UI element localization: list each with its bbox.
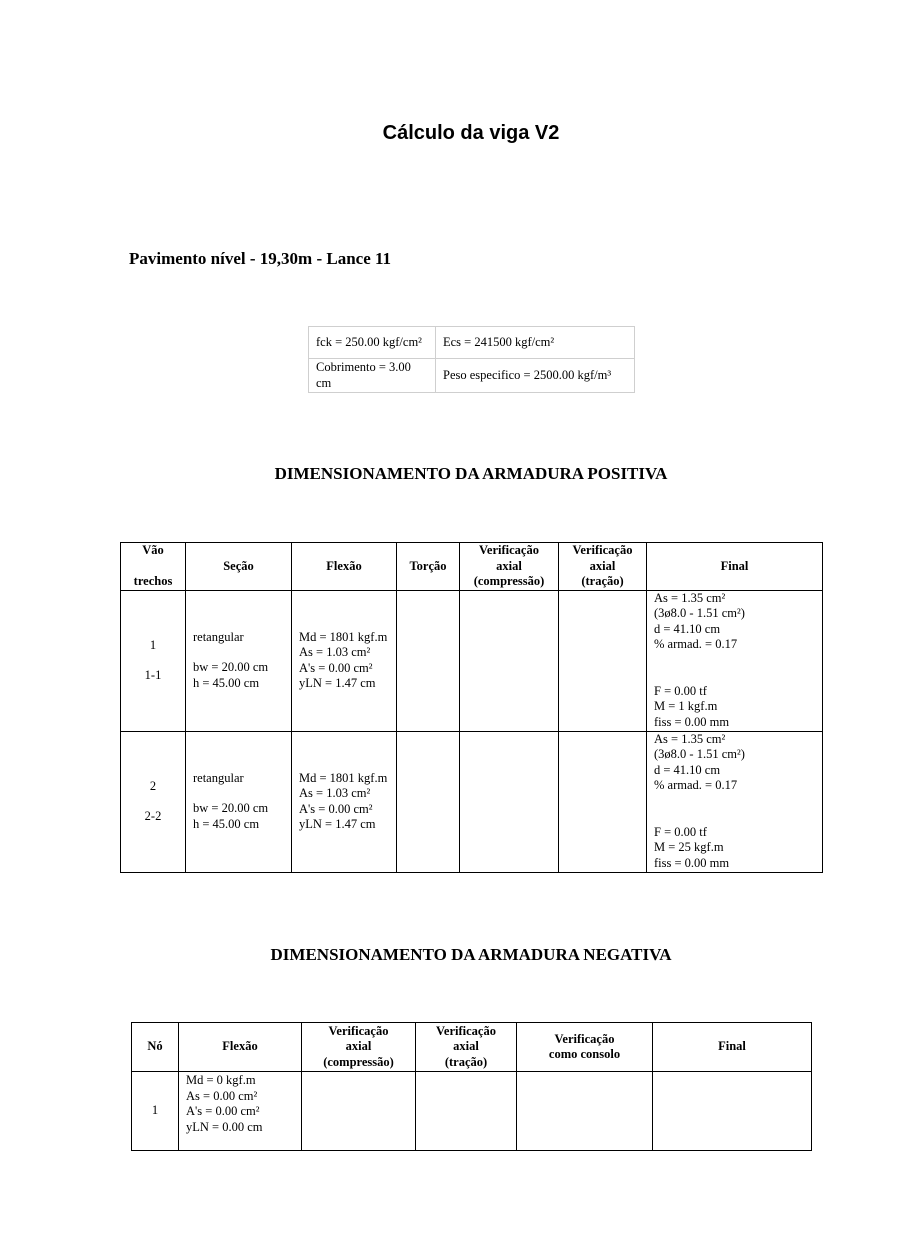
consolo-header	[517, 1023, 653, 1072]
final-armad: % armad. = 0.17	[654, 778, 738, 792]
tracao-cell	[416, 1072, 517, 1151]
no-header: Nó	[132, 1023, 179, 1072]
secao-h: h = 45.00 cm	[193, 675, 260, 690]
final-cell	[647, 590, 823, 731]
final-cell	[647, 731, 823, 872]
header-line: axial	[589, 558, 616, 573]
consolo-cell	[517, 1072, 653, 1151]
flexao-as: As = 1.03 cm²	[299, 645, 371, 659]
final-d: d = 41.10 cm	[654, 762, 721, 777]
flexao-header: Flexão	[292, 543, 397, 591]
positive-heading: DIMENSIONAMENTO DA ARMADURA POSITIVA	[274, 464, 668, 483]
torcao-header: Torção	[397, 543, 460, 591]
header-line: (tração)	[581, 574, 624, 588]
flexao-md: Md = 1801 kgf.m	[299, 629, 388, 644]
ecs-cell: Ecs = 241500 kgf/cm²	[436, 327, 635, 359]
tracao-cell	[559, 731, 647, 872]
vao-value: 1	[149, 637, 157, 652]
no-cell: 1	[132, 1072, 179, 1151]
table-header-row	[121, 543, 823, 591]
final-bars: (3ø8.0 - 1.51 cm²)	[654, 747, 745, 761]
cobrimento-cell: Cobrimento = 3.00 cm	[309, 359, 436, 393]
secao-bw: bw = 20.00 cm	[193, 801, 269, 816]
final-header: Final	[653, 1023, 812, 1072]
torcao-cell	[397, 731, 460, 872]
table-header-row	[132, 1023, 812, 1072]
table-row	[309, 359, 635, 393]
material-params-table	[308, 326, 635, 393]
flexao-md: Md = 0 kgf.m	[186, 1073, 256, 1087]
negative-reinforcement-table	[131, 1022, 812, 1151]
final-fiss: fiss = 0.00 mm	[654, 855, 730, 870]
table-row	[132, 1072, 812, 1151]
flexao-cell	[292, 590, 397, 731]
negative-heading: DIMENSIONAMENTO DA ARMADURA NEGATIVA	[270, 945, 672, 964]
flexao-md: Md = 1801 kgf.m	[299, 770, 388, 785]
header-line: (compressão)	[473, 574, 545, 588]
torcao-cell	[397, 590, 460, 731]
fck-cell: fck = 250.00 kgf/cm²	[309, 327, 436, 359]
secao-type: retangular	[193, 629, 244, 644]
trecho-value: 2-2	[144, 809, 162, 823]
tracao-cell	[559, 590, 647, 731]
final-f: F = 0.00 tf	[654, 824, 707, 839]
secao-header: Seção	[186, 543, 292, 591]
final-header: Final	[647, 543, 823, 591]
flexao-yln: yLN = 0.00 cm	[186, 1119, 263, 1134]
secao-cell	[186, 731, 292, 872]
final-d: d = 41.10 cm	[654, 621, 721, 636]
final-fiss: fiss = 0.00 mm	[654, 714, 730, 729]
header-line: como consolo	[548, 1047, 621, 1061]
flexao-as-prime: A's = 0.00 cm²	[186, 1104, 260, 1118]
final-bars: (3ø8.0 - 1.51 cm²)	[654, 606, 745, 620]
final-f: F = 0.00 tf	[654, 683, 707, 698]
header-line: Verificação	[328, 1023, 389, 1038]
flexao-yln: yLN = 1.47 cm	[299, 817, 376, 831]
final-cell	[653, 1072, 812, 1151]
secao-cell	[186, 590, 292, 731]
tracao-header	[559, 543, 647, 591]
trechos-header-line: trechos	[133, 573, 173, 588]
final-armad: % armad. = 0.17	[654, 637, 738, 651]
vao-cell	[121, 590, 186, 731]
flexao-header: Flexão	[179, 1023, 302, 1072]
header-line: (tração)	[444, 1054, 488, 1069]
table-row	[121, 590, 823, 731]
flexao-as: As = 0.00 cm²	[186, 1088, 258, 1103]
vao-value: 2	[149, 778, 157, 793]
vao-header	[121, 543, 186, 591]
table-row	[121, 731, 823, 872]
secao-h: h = 45.00 cm	[193, 816, 260, 831]
floor-subtitle: Pavimento nível - 19,30m - Lance 11	[129, 249, 392, 268]
final-as: As = 1.35 cm²	[654, 731, 726, 746]
header-line: Verificação	[572, 543, 633, 557]
header-line: axial	[345, 1039, 372, 1054]
header-line: Verificação	[554, 1031, 615, 1046]
compressao-cell	[460, 590, 559, 731]
compressao-cell	[460, 731, 559, 872]
table-row	[309, 327, 635, 359]
compressao-cell	[302, 1072, 416, 1151]
header-line: axial	[453, 1039, 479, 1054]
header-line: axial	[496, 558, 522, 573]
flexao-as: As = 1.03 cm²	[299, 786, 371, 800]
secao-type: retangular	[193, 770, 244, 785]
flexao-as-prime: A's = 0.00 cm²	[299, 801, 373, 816]
page-title: Cálculo da viga V2	[382, 122, 560, 144]
header-line: Verificação	[436, 1023, 496, 1038]
positive-reinforcement-table	[120, 542, 823, 873]
header-line: Verificação	[479, 543, 539, 557]
compressao-header	[460, 543, 559, 591]
vao-header-line: Vão	[142, 543, 164, 558]
peso-cell: Peso especifico = 2500.00 kgf/m³	[436, 359, 635, 393]
flexao-yln: yLN = 1.47 cm	[299, 676, 376, 690]
final-m: M = 25 kgf.m	[654, 840, 724, 854]
trecho-value: 1-1	[144, 668, 162, 682]
final-m: M = 1 kgf.m	[654, 699, 718, 713]
compressao-header	[302, 1023, 416, 1072]
flexao-cell	[292, 731, 397, 872]
flexao-cell	[179, 1072, 302, 1151]
vao-cell	[121, 731, 186, 872]
secao-bw: bw = 20.00 cm	[193, 660, 269, 675]
final-as: As = 1.35 cm²	[654, 590, 726, 605]
tracao-header	[416, 1023, 517, 1072]
header-line: (compressão)	[323, 1054, 394, 1069]
flexao-as-prime: A's = 0.00 cm²	[299, 660, 373, 675]
